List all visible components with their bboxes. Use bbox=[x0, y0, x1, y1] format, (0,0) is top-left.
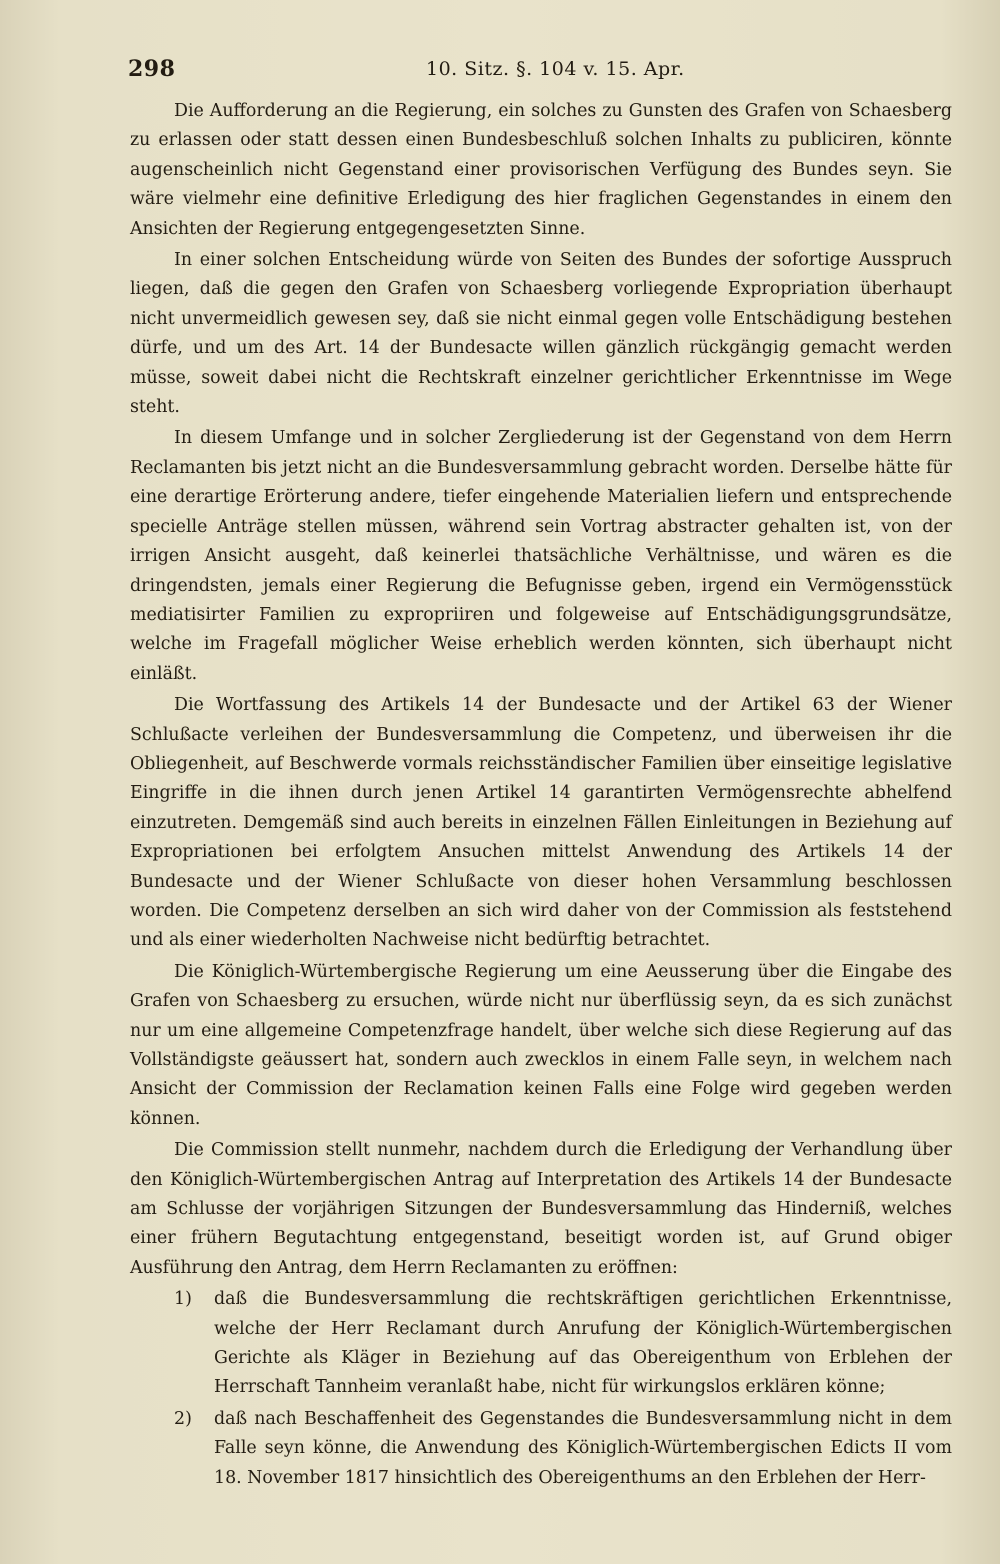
paragraph-2: In einer solchen Entscheidung würde von Seiten des Bundes der sofortige Ausspruch liegen, daß die gegen den Grafen von Schaesberg vorliegende Expropriation überhaupt nicht unvermeidlich gewesen sey, daß sie nicht einmal gegen volle Entschädigung bestehen dürfe, und um des Art. 14 der Bundesacte willen gänzlich rückgängig gemacht werden müsse, soweit dabei nicht die Rechtskraft einzelner gerichtlicher Erkenntnisse im Wege steht. bbox=[130, 250, 952, 418]
list-marker-2: 2) bbox=[174, 1408, 192, 1429]
paragraph-3: In diesem Umfange und in solcher Zergliederung ist der Gegenstand von dem Herrn Reclamanten bis jetzt nicht an die Bundesversammlung gebracht worden. Derselbe hätte für eine derartige Erörterung andere, tiefer eingehende Materialien liefern und entsprechende specielle Anträge stellen müssen, während sein Vortrag abstracter gehalten ist, von der irrigen Ansicht ausgeht, daß keinerlei thatsächliche Verhältnisse, und wären es die dringendsten, jemals einer Regierung die Befugnisse geben, irgend ein Vermögensstück mediatisirter Familien zu expropriiren und folgeweise auf Entschädigungsgrundsätze, welche im Fragefall möglicher Weise erheblich werden könnten, sich überhaupt nicht einläßt. bbox=[130, 428, 952, 684]
paragraph-1: Die Aufforderung an die Regierung, ein solches zu Gunsten des Grafen von Schaesberg zu erlassen oder statt dessen einen Bundesbeschluß solchen Inhalts zu publiciren, könnte augenscheinlich nicht Gegenstand einer provisorischen Verfügung des Bundes seyn. Sie wäre vielmehr eine definitive Erledigung des hier fraglichen Gegenstandes in einem den Ansichten der Regierung entgegengesetzten Sinne. bbox=[130, 101, 952, 239]
running-head: 10. Sitz. §. 104 v. 15. Apr. bbox=[426, 58, 685, 80]
body-text bbox=[130, 97, 952, 1495]
list-marker-1: 1) bbox=[174, 1289, 192, 1310]
list-item-2 bbox=[130, 1405, 952, 1493]
paragraph-6: Die Commission stellt nunmehr, nachdem durch die Erledigung der Verhandlung über den Königlich-Würtembergischen Antrag auf Interpretation des Artikels 14 der Bundesacte am Schlusse der vorjährigen Sitzungen der Bundesversammlung das Hinderniß, welches einer frühern Begutachtung entgegenstand, beseitigt worden ist, auf Grund obiger Ausführung den Antrag, dem Herrn Reclamanten zu eröffnen: bbox=[130, 1140, 952, 1278]
list-item-1 bbox=[130, 1285, 952, 1403]
paragraph-4: Die Wortfassung des Artikels 14 der Bundesacte und der Artikel 63 der Wiener Schlußacte verleihen der Bundesversammlung die Competenz, und überweisen ihr die Obliegenheit, auf Beschwerde vormals reichsständischer Familien über einseitige legislative Eingriffe in die ihnen durch jenen Artikel 14 garantirten Vermögensrechte abhelfend einzutreten. Demgemäß sind auch bereits in einzelnen Fällen Einleitungen in Beziehung auf Expropriationen bei erfolgtem Ansuchen mittelst Anwendung des Artikels 14 der Bundesacte und der Wiener Schlußacte von dieser hohen Versammlung beschlossen worden. Die Competenz derselben an sich wird daher von der Commission als feststehend und als einer wiederholten Nachweise nicht bedürftig betrachtet. bbox=[130, 695, 952, 951]
numbered-list bbox=[130, 1285, 952, 1493]
list-item-text-2: daß nach Beschaffenheit des Gegenstandes die Bundesversammlung nicht in dem Falle seyn könne, die Anwendung des Königlich-Würtembergischen Edicts II vom 18. November 1817 hinsichtlich des Obereigenthums an den Erblehen der Herr- bbox=[214, 1408, 952, 1488]
page-number: 298 bbox=[128, 56, 176, 82]
paragraph-5: Die Königlich-Würtembergische Regierung um eine Aeusserung über die Eingabe des Grafen von Schaesberg zu ersuchen, würde nicht nur überflüssig seyn, da es sich zunächst nur um eine allgemeine Competenzfrage handelt, über welche sich diese Regierung auf das Vollständigste geäussert hat, sondern auch zwecklos in einem Falle seyn, in welchem nach Ansicht der Commission der Reclamation keinen Falls eine Folge wird gegeben werden können. bbox=[130, 961, 952, 1129]
page-header bbox=[128, 56, 958, 88]
list-item-text-1: daß die Bundesversammlung die rechtskräftigen gerichtlichen Erkenntnisse, welche der Herr Reclamant durch Anrufung der Königlich-Würtembergischen Gerichte als Kläger in Beziehung auf das Obereigenthum von Erblehen der Herrschaft Tannheim veranlaßt habe, nicht für wirkungslos erklären könne; bbox=[214, 1289, 952, 1398]
